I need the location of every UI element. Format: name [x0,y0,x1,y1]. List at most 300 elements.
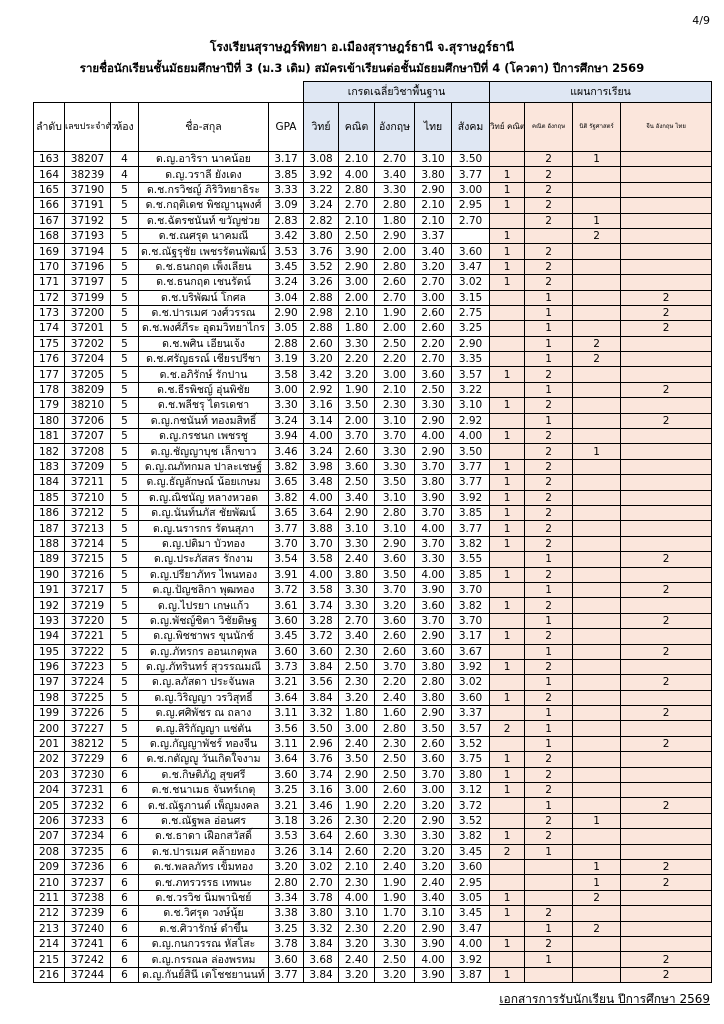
table-cell: 37230 [65,767,111,782]
table-cell [573,536,621,551]
table-cell: 211 [34,890,65,905]
col-gpa-header: GPA [269,103,304,152]
table-cell: 3.65 [269,505,304,520]
table-cell: 2.10 [415,198,452,213]
table-cell [621,459,712,474]
table-row [34,413,712,428]
student-name-cell: ด.ญ.ปรียาภัทร ไพนทอง [139,567,269,582]
table-cell: 3.46 [269,444,304,459]
table-cell: 1 [490,198,525,213]
table-cell: 3.60 [269,952,304,967]
table-cell: 216 [34,967,65,982]
table-cell: 184 [34,475,65,490]
student-name-cell: ด.ช.ชนาเมธ จันทร์เกตุ [139,783,269,798]
table-cell: 183 [34,459,65,474]
table-cell: 3.84 [304,690,339,705]
table-cell: 5 [111,521,139,536]
table-cell: 3.68 [304,952,339,967]
table-cell: 3.30 [339,598,375,613]
table-cell: 2.50 [375,336,415,351]
table-cell: 1 [525,706,573,721]
table-cell [573,244,621,259]
table-cell: 3.26 [304,275,339,290]
table-cell: 3.10 [339,521,375,536]
table-row [34,859,712,874]
table-cell: 3.10 [415,152,452,167]
table-cell: 168 [34,228,65,243]
table-cell: 2.80 [375,198,415,213]
table-cell: 2.10 [339,305,375,320]
table-row [34,706,712,721]
table-cell [490,152,525,167]
table-cell: 2 [621,952,712,967]
table-cell: 5 [111,706,139,721]
table-cell: 37202 [65,336,111,351]
table-cell: 2 [525,829,573,844]
table-cell: 3.15 [452,290,490,305]
table-cell: 2 [490,721,525,736]
student-name-cell: ด.ช.กตัญญู วันเกิดใจงาม [139,752,269,767]
table-cell [490,859,525,874]
student-name-cell: ด.ช.อภิรักษ์ รักปาน [139,367,269,382]
table-cell: 193 [34,613,65,628]
table-cell: 3.92 [452,952,490,967]
table-cell: 3.78 [304,890,339,905]
student-name-cell: ด.ช.พศิน เอียนเจ้ง [139,336,269,351]
table-cell: 6 [111,936,139,951]
table-cell: 3.38 [269,906,304,921]
table-cell: 2.90 [415,629,452,644]
table-cell: 2 [621,798,712,813]
table-cell: 4.00 [304,567,339,582]
table-cell: 2 [621,967,712,982]
table-cell: 2.50 [339,228,375,243]
table-cell: 3.37 [415,228,452,243]
table-cell: 37204 [65,352,111,367]
table-cell [573,659,621,674]
table-row [34,475,712,490]
table-cell: 1 [525,382,573,397]
table-cell: 6 [111,813,139,828]
table-cell: 37212 [65,505,111,520]
table-cell: 3.50 [375,475,415,490]
table-cell: 164 [34,167,65,182]
table-cell: 3.91 [269,567,304,582]
table-cell: 2.80 [269,875,304,890]
table-cell: 3.02 [452,675,490,690]
table-cell: 5 [111,644,139,659]
table-cell: 3.84 [304,659,339,674]
table-cell: 5 [111,305,139,320]
table-cell: 37242 [65,952,111,967]
table-cell: 1 [490,459,525,474]
table-cell [573,367,621,382]
table-cell: 3.00 [339,721,375,736]
table-cell: 3.70 [415,613,452,628]
table-cell: 3.84 [304,936,339,951]
student-name-cell: ด.ญ.กันย์สินี เตโชชยานนท์ [139,967,269,982]
table-cell: 1 [490,906,525,921]
table-cell: 1.90 [339,382,375,397]
table-cell [490,582,525,597]
table-cell: 6 [111,921,139,936]
table-cell: 2.92 [304,382,339,397]
table-cell: 5 [111,290,139,305]
table-cell [490,706,525,721]
table-cell: 3.20 [339,967,375,982]
table-cell [621,936,712,951]
table-cell [573,690,621,705]
table-cell: 2.20 [339,352,375,367]
table-row [34,798,712,813]
table-cell: 3.00 [339,275,375,290]
table-cell: 3.60 [304,644,339,659]
table-cell: 3.45 [269,259,304,274]
table-cell: 6 [111,906,139,921]
student-name-cell: ด.ญ.กชนันท์ ทองมสิทธิ์ [139,413,269,428]
table-cell: 200 [34,721,65,736]
table-cell: 4.00 [452,936,490,951]
table-cell: 2.20 [375,798,415,813]
table-cell: 5 [111,721,139,736]
table-cell: 2 [573,921,621,936]
table-row [34,213,712,228]
table-cell [573,182,621,197]
table-cell: 3.21 [269,798,304,813]
table-cell [621,567,712,582]
table-cell: 3.60 [269,613,304,628]
table-cell: 1 [490,398,525,413]
table-cell: 3.67 [452,644,490,659]
table-cell: 1 [490,659,525,674]
table-cell: 37229 [65,752,111,767]
table-cell: 3.18 [269,813,304,828]
table-cell [573,736,621,751]
table-cell: 2.50 [339,659,375,674]
table-cell: 1 [573,213,621,228]
table-cell: 3.20 [415,859,452,874]
table-cell: 1.90 [375,875,415,890]
table-cell [621,921,712,936]
student-name-cell: ด.ช.พลีชรุ ไตรเดชา [139,398,269,413]
table-row [34,813,712,828]
table-cell: 1 [525,413,573,428]
table-cell: 3.72 [452,798,490,813]
table-cell: 203 [34,767,65,782]
table-cell: 2.70 [339,198,375,213]
table-cell: 1 [525,290,573,305]
table-cell: 1 [490,767,525,782]
student-name-cell: ด.ญ.ศศิพัชร ณ ถลาง [139,706,269,721]
table-cell: 208 [34,844,65,859]
table-cell [452,228,490,243]
table-cell: 37241 [65,936,111,951]
table-cell: 3.20 [269,859,304,874]
table-cell: 38207 [65,152,111,167]
table-cell [621,844,712,859]
table-cell: 2.98 [304,305,339,320]
table-cell: 37239 [65,906,111,921]
table-cell: 3.11 [269,706,304,721]
table-cell [573,644,621,659]
table-cell: 2 [525,813,573,828]
table-row [34,182,712,197]
table-cell: 2.40 [339,736,375,751]
table-cell: 1 [490,890,525,905]
table-row [34,275,712,290]
table-cell: 6 [111,890,139,905]
student-name-cell: ด.ญ.ณิชนัญ หลางหวอด [139,490,269,505]
table-cell: 3.80 [304,228,339,243]
table-cell: 37214 [65,536,111,551]
table-cell [573,767,621,782]
table-cell: 5 [111,459,139,474]
table-row [34,152,712,167]
table-cell: 5 [111,444,139,459]
table-cell: 3.30 [375,829,415,844]
table-cell: 5 [111,398,139,413]
table-cell: 181 [34,429,65,444]
table-cell: 1.90 [339,798,375,813]
table-cell [573,490,621,505]
student-name-cell: ด.ช.พลลภัทร เข็มทอง [139,859,269,874]
table-cell: 37219 [65,598,111,613]
table-cell [621,505,712,520]
table-cell: 3.90 [415,490,452,505]
table-row [34,875,712,890]
table-cell: 4.00 [339,167,375,182]
table-cell: 2.60 [415,321,452,336]
table-row [34,382,712,397]
table-cell: 3.74 [304,767,339,782]
student-name-cell: ด.ช.ปารเมศ วงศ์วรรณ [139,305,269,320]
table-cell: 2 [525,906,573,921]
table-cell: 2.90 [339,505,375,520]
col-sci-header: วิทย์ [304,103,339,152]
table-cell: 4 [111,167,139,182]
table-cell: 3.70 [415,536,452,551]
table-cell: 1 [525,321,573,336]
table-cell: 212 [34,906,65,921]
table-row [34,167,712,182]
table-row [34,967,712,982]
table-cell: 2 [525,459,573,474]
student-name-cell: ด.ญ.วราลี ยังเดง [139,167,269,182]
table-cell: 6 [111,829,139,844]
student-name-cell: ด.ช.ปารเมศ คล้ายทอง [139,844,269,859]
table-cell [490,213,525,228]
grade-group-header: เกรดเฉลี่ยวิชาพื้นฐาน [304,82,490,103]
table-cell: 2 [525,475,573,490]
table-cell: 37196 [65,259,111,274]
table-cell: 37209 [65,459,111,474]
table-cell: 3.60 [375,613,415,628]
table-cell: 3.20 [415,798,452,813]
table-cell: 1 [490,259,525,274]
table-cell: 2 [621,582,712,597]
table-cell: 2 [525,398,573,413]
table-cell: 3.08 [304,152,339,167]
table-row [34,228,712,243]
table-cell: 1 [490,475,525,490]
table-cell: 191 [34,582,65,597]
table-cell: 3.70 [304,536,339,551]
table-cell [525,875,573,890]
table-cell: 3.58 [269,367,304,382]
student-name-cell: ด.ช.พงศ์ภีระ อุดมวิทยาไกร [139,321,269,336]
table-cell: 3.60 [269,767,304,782]
table-cell [573,783,621,798]
student-name-cell: ด.ญ.วิริญญา วรวิสุทธิ์ [139,690,269,705]
table-cell: 1 [525,921,573,936]
table-cell: 1 [490,521,525,536]
table-cell: 215 [34,952,65,967]
table-cell: 3.50 [339,752,375,767]
table-row [34,552,712,567]
table-cell: 1 [525,336,573,351]
table-cell: 190 [34,567,65,582]
table-row [34,906,712,921]
table-cell: 2.00 [339,290,375,305]
school-title: โรงเรียนสุราษฎร์พิทยา อ.เมืองสุราษฎร์ธานี จ.สุราษฎร์ธานี [209,40,515,54]
table-cell: 201 [34,736,65,751]
table-cell: 3.30 [269,398,304,413]
footer-note: เอกสารการรับนักเรียน ปีการศึกษา 2569 [499,992,710,1006]
table-cell: 2.90 [415,921,452,936]
table-cell: 5 [111,275,139,290]
table-cell: 4.00 [452,429,490,444]
table-cell [573,475,621,490]
student-name-cell: ด.ช.ภทรวรรธ เทพนะ [139,875,269,890]
table-cell: 1.60 [375,706,415,721]
student-name-cell: ด.ญ.อาริรา นาคน้อย [139,152,269,167]
table-cell: 1 [490,936,525,951]
table-cell: 5 [111,475,139,490]
table-cell: 2.10 [339,213,375,228]
col-room-header: ห้อง [111,103,139,152]
table-cell: 37227 [65,721,111,736]
table-cell: 37234 [65,829,111,844]
col-plan-law-pol-header: นิติ รัฐศาสตร์ [573,103,621,152]
table-cell: 3.02 [304,859,339,874]
table-cell: 204 [34,783,65,798]
table-cell: 2 [490,844,525,859]
student-name-cell: ด.ช.ณศรุต นาคมณี [139,228,269,243]
table-cell [490,413,525,428]
table-cell [621,429,712,444]
table-cell [621,521,712,536]
table-cell: 175 [34,336,65,351]
table-cell: 3.58 [304,552,339,567]
table-cell [621,890,712,905]
table-cell: 3.92 [304,167,339,182]
table-cell: 2 [525,182,573,197]
table-cell: 165 [34,182,65,197]
table-cell: 3.26 [304,813,339,828]
table-cell: 3.77 [269,967,304,982]
table-cell: 2 [525,490,573,505]
table-cell: 5 [111,536,139,551]
table-cell: 2.90 [269,305,304,320]
table-cell: 38210 [65,398,111,413]
table-cell: 169 [34,244,65,259]
table-cell: 2 [621,675,712,690]
table-cell: 2 [525,629,573,644]
table-cell: 2.00 [339,413,375,428]
table-cell [490,305,525,320]
table-row [34,613,712,628]
table-cell: 37232 [65,798,111,813]
table-cell: 3.64 [304,505,339,520]
table-cell: 2.30 [339,875,375,890]
student-name-cell: ด.ญ.กรชนก เพชรชู [139,429,269,444]
table-row [34,736,712,751]
table-cell: 2.30 [339,675,375,690]
table-cell: 3.30 [375,936,415,951]
table-body [34,152,712,983]
table-cell: 3.30 [339,582,375,597]
table-cell: 5 [111,429,139,444]
table-cell: 2 [621,875,712,890]
table-cell: 3.40 [339,629,375,644]
table-cell: 3.72 [269,582,304,597]
table-cell: 180 [34,413,65,428]
table-cell: 172 [34,290,65,305]
table-cell: 3.88 [304,521,339,536]
table-row [34,398,712,413]
table-cell: 37206 [65,413,111,428]
table-cell: 3.11 [269,736,304,751]
table-cell: 37200 [65,305,111,320]
table-cell: 2.75 [452,305,490,320]
table-cell: 37190 [65,182,111,197]
table-cell: 2.60 [415,736,452,751]
table-cell [573,413,621,428]
table-row [34,444,712,459]
table-cell: 3.54 [269,552,304,567]
table-cell: 3.35 [452,352,490,367]
table-cell: 1 [525,613,573,628]
table-cell: 3.02 [452,275,490,290]
table-cell: 37235 [65,844,111,859]
student-name-cell: ด.ช.ศิวารักษ์ ดำขึ้น [139,921,269,936]
table-cell: 4 [111,152,139,167]
table-cell: 2.60 [375,783,415,798]
table-cell: 2 [621,382,712,397]
table-cell: 198 [34,690,65,705]
student-name-cell: ด.ญ.ชัญญาบุช เล็กขาว [139,444,269,459]
table-cell: 1 [525,736,573,751]
table-cell: 2.00 [375,321,415,336]
table-cell [621,721,712,736]
table-cell: 3.28 [304,613,339,628]
table-cell [525,890,573,905]
table-cell: 3.77 [452,521,490,536]
table-row [34,505,712,520]
table-row [34,952,712,967]
table-cell [490,798,525,813]
table-cell: 3.10 [375,521,415,536]
table-cell: 186 [34,505,65,520]
table-cell [621,906,712,921]
table-cell: 2.96 [304,736,339,751]
table-cell [621,259,712,274]
table-cell: 37215 [65,552,111,567]
table-cell: 3.17 [269,152,304,167]
table-cell: 1 [573,859,621,874]
table-cell: 3.80 [452,767,490,782]
table-cell: 3.53 [269,244,304,259]
